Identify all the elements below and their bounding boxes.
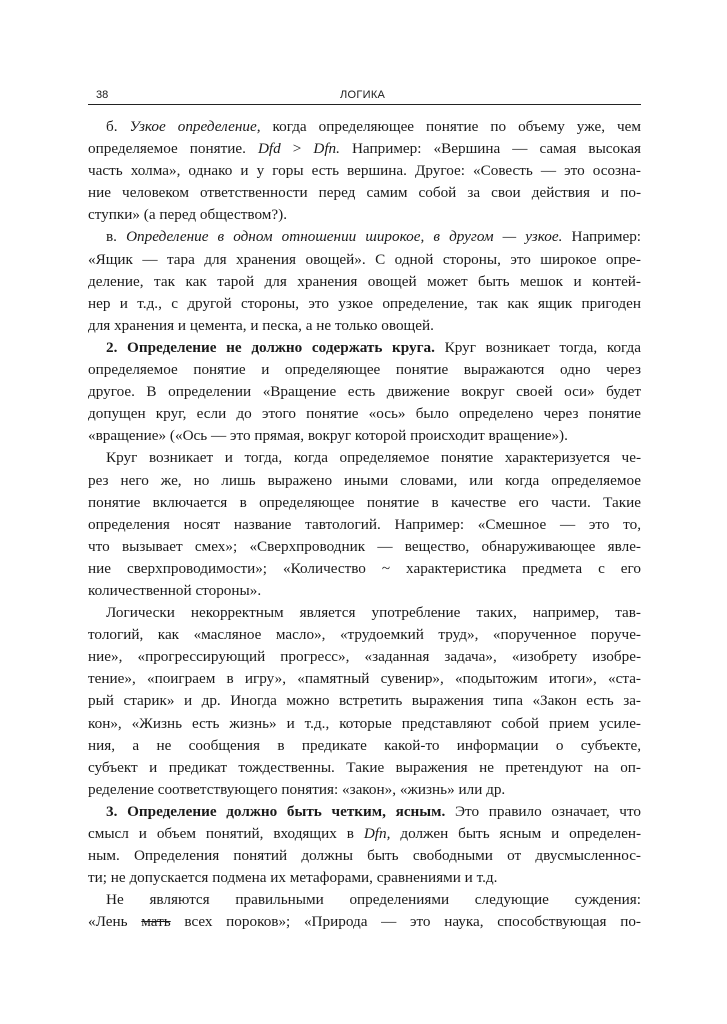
text-segment: рый старик» и др. Иногда можно встретить выражения типа «Закон есть за- xyxy=(88,692,641,710)
text-line xyxy=(88,182,641,204)
text-segment: определения носят название тавтологий. Например: «Смешное — это то, xyxy=(88,515,641,533)
text-segment: > xyxy=(280,140,314,158)
text-line xyxy=(88,226,641,248)
text-segment: Логически некорректным является употребление таких, например, тав- xyxy=(106,604,641,622)
text-segment: Dfn. xyxy=(313,140,340,158)
text-segment: определяемое понятие. xyxy=(88,140,258,158)
text-line xyxy=(88,646,641,668)
text-segment: другое. В определении «Вращение есть движение вокруг своей оси» будет xyxy=(88,383,641,401)
text-segment: что вызывает смех»; «Сверхпроводник — вещество, обнаруживающее явле- xyxy=(88,537,641,555)
text-segment: Узкое определение, xyxy=(129,118,261,135)
text-segment: б. xyxy=(106,118,130,135)
text-line xyxy=(88,580,641,602)
text-segment: Например: xyxy=(562,228,642,246)
text-segment: допущен круг, если до этого понятие «ось» было определено через понятие xyxy=(88,405,641,423)
text-line xyxy=(88,403,641,425)
text-line xyxy=(88,249,641,271)
text-segment: всех пороков»; «Природа — это наука, способствующая по- xyxy=(170,913,641,931)
text-line xyxy=(88,779,641,801)
text-line xyxy=(88,160,641,182)
text-segment: количественной стороны». xyxy=(88,581,262,599)
text-line xyxy=(88,757,641,779)
text-line xyxy=(88,911,641,933)
text-line xyxy=(88,823,641,845)
text-segment: когда определяющее понятие по объему уже, чем xyxy=(260,118,641,135)
text-line xyxy=(88,624,641,646)
text-line xyxy=(88,359,641,381)
text-segment: Например: «Вершина — самая высокая xyxy=(339,140,641,158)
text-segment: часть холма», однако и у горы есть вершина. Другое: «Совесть — это осозна- xyxy=(88,162,641,180)
text-segment: понятие включается в определяющее понятие в качестве его части. Такие xyxy=(88,493,641,511)
text-line xyxy=(88,293,641,315)
text-line xyxy=(88,315,641,337)
text-segment: «Ящик — тара для хранения овощей». С одной стороны, это широкое опре- xyxy=(88,250,641,268)
text-line xyxy=(88,558,641,580)
text-segment: Круг возникает тогда, когда xyxy=(434,338,641,356)
text-segment: определяемое понятие и определяющее понятие выражаются одно через xyxy=(88,361,641,379)
page-number: 38 xyxy=(96,89,109,101)
text-line xyxy=(88,536,641,558)
text-segment: ние сверхпроводимости»; «Количество ~ характеристика предмета с его xyxy=(88,559,641,577)
text-line xyxy=(88,470,641,492)
text-segment: тение», «поиграем в игру», «памятный сувенир», «подытожим итоги», «ста- xyxy=(88,670,641,688)
text-segment: мать xyxy=(141,913,171,931)
text-line xyxy=(88,447,641,469)
page-header xyxy=(88,88,641,105)
text-line xyxy=(88,889,641,911)
text-line xyxy=(88,138,641,160)
text-segment: смысл и объем понятий, входящих в xyxy=(88,825,364,842)
text-line xyxy=(88,271,641,293)
text-line xyxy=(88,690,641,712)
text-segment: ния, а не сообщения в предикате какой-то информации о субъекте, xyxy=(88,736,641,754)
text-segment: Не являются правильными определениями следующие суждения: xyxy=(106,891,641,909)
text-line xyxy=(88,204,641,226)
running-title: ЛОГИКА xyxy=(340,89,386,101)
text-segment: Dfn, xyxy=(363,825,391,842)
text-segment: 2. Определение не должно содержать круга. xyxy=(106,338,435,356)
text-line xyxy=(88,116,641,138)
text-segment: в. xyxy=(106,228,127,246)
text-segment: рез него же, но лишь выражено иными словами, или когда определяемое xyxy=(88,471,641,489)
text-segment: ние человеком ответственности перед самим собой за свои действия и по- xyxy=(88,184,641,202)
text-line xyxy=(88,337,641,359)
text-segment: кон», «Жизнь есть жизнь» и т.д., которые представляют собой прием усиле- xyxy=(88,714,641,732)
text-line xyxy=(88,735,641,757)
text-line xyxy=(88,668,641,690)
text-segment: тологий, как «масляное масло», «трудоемкий труд», «порученное поруче- xyxy=(88,626,641,644)
text-segment: ступки» (а перед обществом?). xyxy=(88,206,288,224)
body-text xyxy=(88,116,641,933)
text-segment: ным. Определения понятий должны быть свободными от двусмысленнос- xyxy=(88,847,641,865)
text-line xyxy=(88,492,641,514)
text-segment: «Лень xyxy=(88,913,142,931)
text-segment: деление, так как тарой для хранения овощей может быть мешок и контей- xyxy=(88,272,641,290)
text-line xyxy=(88,602,641,624)
text-segment: ти; не допускается подмена их метафорами, сравнениями и т.д. xyxy=(88,869,498,887)
text-segment: «вращение» («Ось — это прямая, вокруг которой происходит вращение»). xyxy=(88,427,568,445)
text-segment: должен быть ясным и определен- xyxy=(390,825,641,842)
text-line xyxy=(88,514,641,536)
text-segment: Это правило означает, что xyxy=(445,802,641,820)
text-segment: ределение соответствующего понятия: «закон», «жизнь» или др. xyxy=(88,780,506,798)
text-segment: 3. Определение должно быть четким, ясным. xyxy=(106,802,446,820)
text-segment: Определение в одном отношении широкое, в другом — узкое. xyxy=(126,228,563,246)
text-line xyxy=(88,801,641,823)
text-segment: для хранения и цемента, и песка, а не только овощей. xyxy=(88,316,434,334)
text-segment: субъект и предикат тождественны. Такие выражения не претендуют на оп- xyxy=(88,758,641,776)
text-segment: ние», «прогрессирующий прогресс», «заданная задача», «изобрету изобре- xyxy=(88,648,641,666)
text-line xyxy=(88,845,641,867)
text-segment: нер и т.д., с другой стороны, это узкое определение, так как ящик пригоден xyxy=(88,294,641,312)
text-line xyxy=(88,425,641,447)
text-segment: Круг возникает и тогда, когда определяемое понятие характеризуется че- xyxy=(106,449,641,467)
text-line xyxy=(88,381,641,403)
text-segment: Dfd xyxy=(257,140,281,158)
text-line xyxy=(88,867,641,889)
text-line xyxy=(88,713,641,735)
